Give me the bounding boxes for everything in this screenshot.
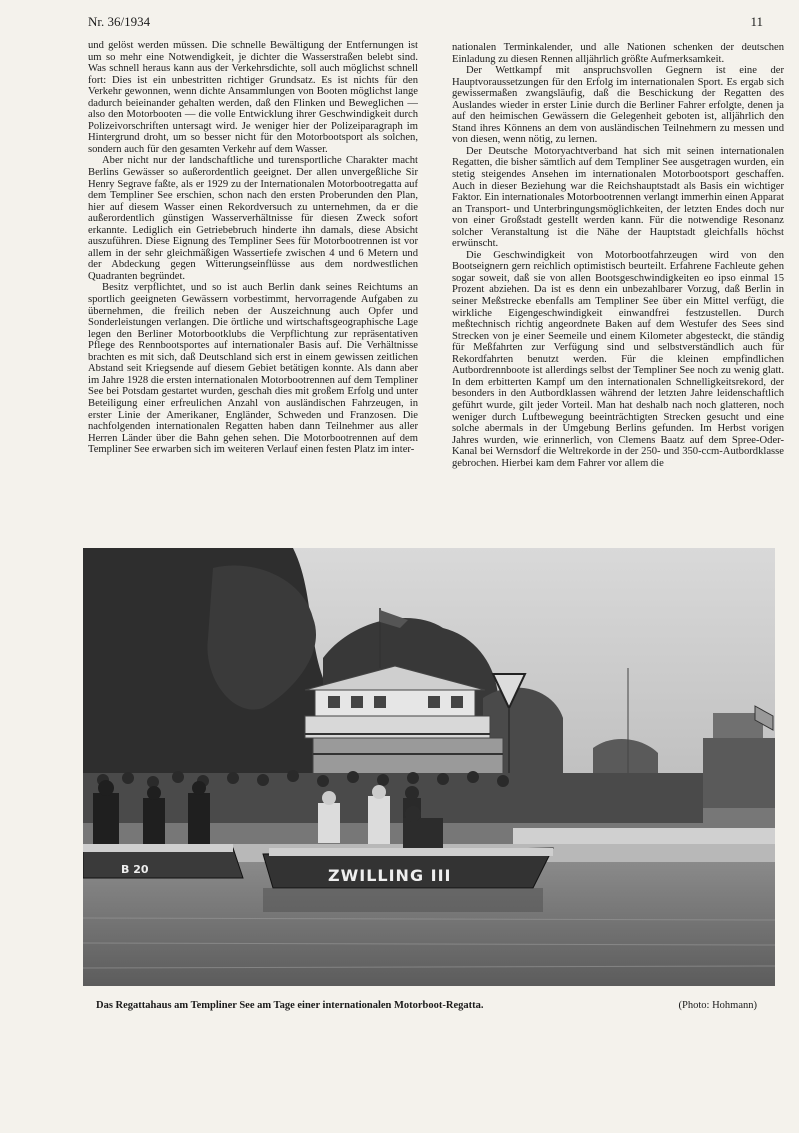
- boat-name-label: ZWILLING III: [328, 866, 452, 885]
- paragraph: Der Wettkampf mit anspruchsvollen Gegnern ist eine der Hauptvoraussetzungen für den Erfolg im internationalen Sport. Es ergab sich gewissermaßen zwangsläufig, daß die Beschickung der Regatten des Auslandes wieder in erster Linie durch die Berliner Fahrer erfolgte, denen ja auf den heimischen Gewässern die Gelegenheit geboten ist, alljährlich den Stand ihres Könnens an dem von ausländischen Teilnehmern zu messen und von diesen, wenn nötig, zu lernen.: [452, 65, 784, 146]
- left-text-column: [88, 40, 418, 526]
- photo-credit: (Photo: Hohmann): [678, 1000, 757, 1011]
- paragraph: nationalen Terminkalender, und alle Nationen schenken der deutschen Einladung zu diesen Rennen alljährlich größte Aufmerksamkeit.: [452, 42, 784, 65]
- page-number: 11: [750, 14, 763, 29]
- paragraph: Besitz verpflichtet, und so ist auch Berlin dank seines Reichtums an sportlich geeigneten Gewässern vorbestimmt, hervorragende Aufgaben zu übernehmen, die freilich neben der Auszeichnung auch Opfer und Sonderleistungen verlangen. Die örtliche und wirtschaftsgeographische Lage legen den Berliner Motorbootklubs die Verpflichtung zur repräsentativen Pflege des Rennbootsportes auf internationaler Basis auf. Die Verhältnisse brachten es mit sich, daß Deutschland sich erst in einem gewissen zeitlichen Abstand seit Kriegsende auf diesem Gebiet betätigen konnte. Als dann aber im Jahre 1928 die ersten internationalen Motorbootrennen auf dem Templiner See bei Potsdam gestartet wurden, geschah dies mit großem Erfolg und unter Beteiligung einer erfreulichen Anzahl von ausländischen Fahrzeugen, in erster Linie der Amerikaner, Engländer, Schweden und Franzosen. Die nachfolgenden internationalen Regatten haben dann Teilnehmer aus aller Herren Länder über die Bahn gehen sehen. Die Motorbootrennen auf dem Templiner See erwarben sich im weiteren Verlauf einen festen Platz im inter-: [88, 282, 418, 456]
- paragraph: Der Deutsche Motoryachtverband hat sich mit seinen internationalen Regatten, die bisher sämtlich auf dem Templiner See ausgetragen wurden, ein stetig steigendes Ansehen im internationalen Motorbootsport geschaffen. Auch in dieser Beziehung war die Reichshauptstadt als Basis ein wichtiger Faktor. Ein internationales Motorbootrennen verlangt immerhin einen Apparat an Transport- und Unterbringungsmöglichkeiten, der letzten Endes doch nur von einer Großstadt gestellt werden kann. Für die notwendige Resonanz solcher Veranstaltung ist die Nähe der Hauptstadt gleichfalls höchst erwünscht.: [452, 145, 784, 250]
- paragraph: Die Geschwindigkeit von Motorbootfahrzeugen wird von den Bootseignern gern reichlich optimistisch beurteilt. Erfahrene Fachleute gehen sogar soweit, daß sie von allen Bootsgeschwindigkeiten eo ipso einmal 15 Prozent abziehen. Da ist es denn ein unbezahlbarer Vorzug, daß Berlin in seiner Meßstrecke ebenfalls am Templiner See über ein Mittel verfügt, die wirkliche Eigengeschwindigkeit einwandfrei festzustellen. Durch meßtechnisch richtig angeordnete Baken auf dem Westufer des Sees sind Strecken von je einer Seemeile und einem Kilometer abgesteckt, die ständig für Meßfahrten zur Verfügung sind und selbstverständlich auch für Rekordfahrten benutzt werden. Für die kleinen empfindlichen Autbordrennboote ist allerdings selbst der Templiner See noch zu wenig glatt. In dem erbitterten Kampf um den internationalen Schnelligkeitsrekord, der besonders in den Autbordklassen während der letzten Jahre leidenschaftlich geführt wurde, gilt jeder Vorteil. Man hat deshalb nach noch glatteren, noch weniger durch Luftbewegung beeinträchtigten Strecken gesucht und eine solche abermals in der Umgebung Berlins gefunden. Im Herbst vorigen Jahres wurden, wie erinnerlich, von Clemens Baatz auf dem Spree-Oder-Kanal bei Wernsdorf die Weltrekorde in der 250- und 350-ccm-Autbordklasse gebrochen. Hierbei kam dem Fahrer vor allem die: [452, 249, 784, 469]
- regatta-photo: [83, 548, 775, 986]
- boat-number-label: B 20: [121, 863, 149, 876]
- paragraph: Aber nicht nur der landschaftliche und turensportliche Charakter macht Berlins Gewässer so außerordentlich geeignet. Der allen unvergeßliche Sir Henry Segrave faßte, als er 1929 zu der Internationalen Motorbootregatta auf dem Templiner See erschien, schon nach den ersten Proberunden den Plan, hier auf diesem Wasser einen Rekordversuch zu unternehmen, da er die außerordentlich günstigen Wasserverhältnisse für diesen Zweck sofort erkannte. Lediglich ein Getriebebruch hinderte ihn damals, diese Absicht auszuführen. Diese Eignung des Templiner Sees für Motorbootrennen ist vor allem in der sehr gleichmäßigen Wassertiefe zwischen 4 und 6 Metern und der Abdeckung gegen Witterungseinflüsse aus dem nordwestlichen Quadranten begründet.: [88, 155, 418, 282]
- photo-caption: Das Regattahaus am Templiner See am Tage einer internationalen Motorboot-Regatta.: [96, 1000, 484, 1011]
- issue-number: Nr. 36/1934: [88, 14, 151, 29]
- paragraph: und gelöst werden müssen. Die schnelle Bewältigung der Entfernungen ist um so mehr eine Notwendigkeit, je dichter die Wasserstraßen belebt sind. Was schnell heraus kann aus der Verkehrsdichte, soll auch möglichst schnell fort: Dies ist ein unbestritten richtiger Grundsatz. Es ist nichts für den Verkehr gewonnen, wenn dichte Ansammlungen von Booten möglichst lange dadurch beieinander gehalten werden, daß den Flinken und Beweglichen — also den Motorbooten — die volle Entwicklung ihrer Geschwindigkeit durch Polizeivorschriften untersagt wird. Je weniger hier der Polizeiparagraph im Hintergrund droht, um so besser nicht für den Motorbootsport als solchen, sondern auch für den gesamten Verkehr auf dem Wasser.: [88, 40, 418, 155]
- right-text-column: [452, 42, 784, 528]
